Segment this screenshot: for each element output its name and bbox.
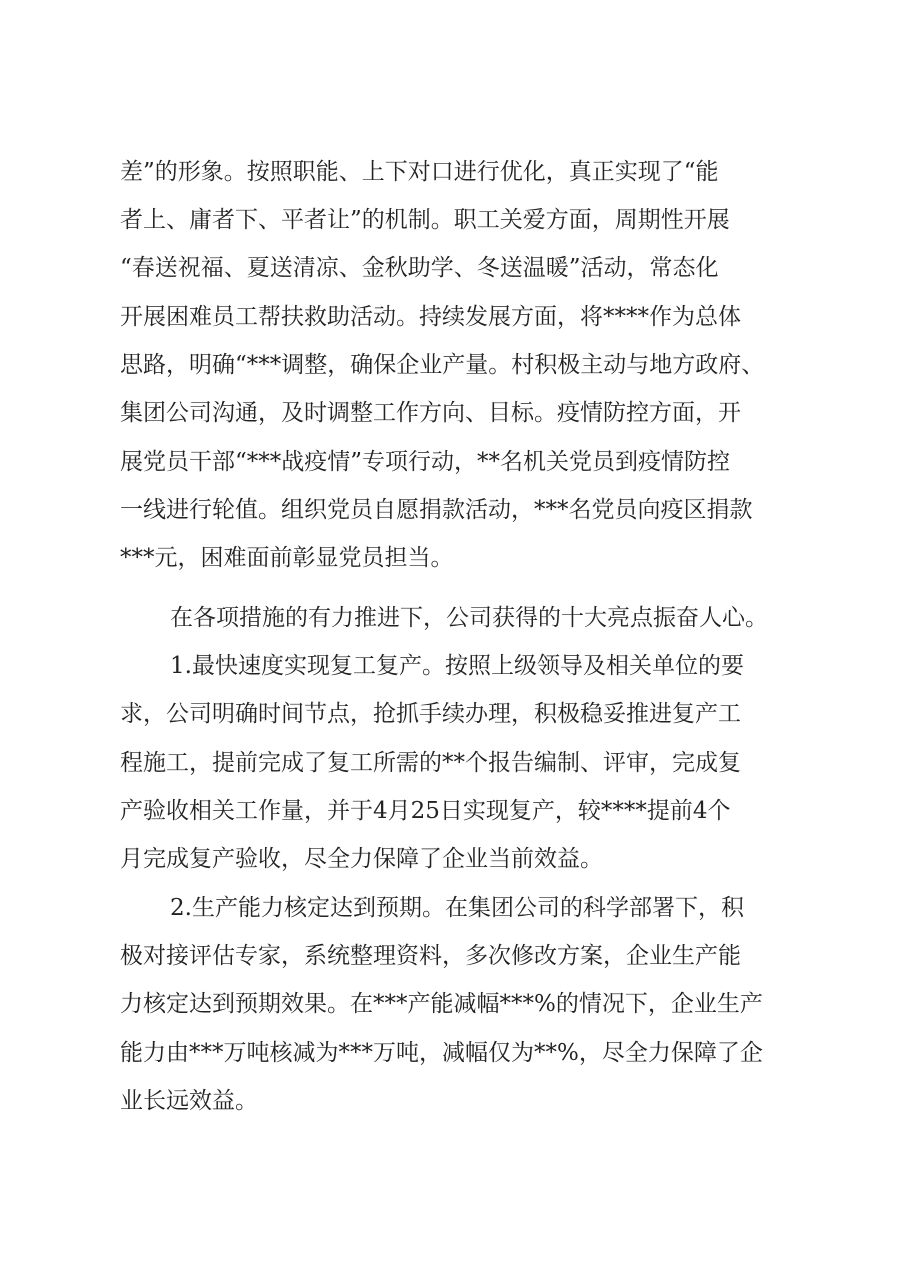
text-line: 产验收相关工作量，并于4月25日实现复产，较****提前4个 [120, 798, 731, 824]
text-line: 能力由***万吨核减为***万吨，减幅仅为**%，尽全力保障了企 [120, 1040, 763, 1066]
text-line: 差”的形象。按照职能、上下对口进行优化，真正实现了“能 [120, 159, 719, 185]
text-line: 极对接评估专家，系统整理资料，多次修改方案，企业生产能 [120, 943, 741, 969]
text-line: 一线进行轮值。组织党员自愿捐款活动，***名党员向疫区捐款 [120, 497, 753, 523]
text-line: 程施工，提前完成了复工所需的**个报告编制、评审，完成复 [120, 750, 741, 776]
text-line: 求，公司明确时间节点，抢抓手续办理，积极稳妥推进复产工 [120, 701, 741, 727]
text-line: 业长远效益。 [120, 1088, 258, 1114]
paragraph-first-line: 在各项措施的有力推进下，公司获得的十大亮点振奋人心。 [170, 605, 768, 631]
text-line: 开展困难员工帮扶救助活动。持续发展方面，将****作为总体 [120, 304, 741, 330]
text-line: ***元，困难面前彰显党员担当。 [120, 545, 454, 571]
text-line: “春送祝福、夏送清凉、金秋助学、冬送温暖”活动，常态化 [120, 255, 719, 281]
text-line: 思路，明确“***调整，确保企业产量。村积极主动与地方政府、 [120, 352, 765, 378]
paragraph-first-line: 2.生产能力核定达到预期。在集团公司的科学部署下，积 [170, 895, 744, 921]
text-line: 月完成复产验收，尽全力保障了企业当前效益。 [120, 846, 603, 872]
text-line: 展党员干部“***战疫情”专项行动，**名机关党员到疫情防控 [120, 449, 731, 475]
text-line: 者上、庸者下、平者让”的机制。职工关爱方面，周期性开展 [120, 207, 730, 233]
paragraph-first-line: 1.最快速度实现复工复产。按照上级领导及相关单位的要 [170, 653, 744, 679]
text-line: 集团公司沟通，及时调整工作方向、目标。疫情防控方面，开 [120, 400, 741, 426]
text-line: 力核定达到预期效果。在***产能减幅***%的情况下，企业生产 [120, 991, 763, 1017]
